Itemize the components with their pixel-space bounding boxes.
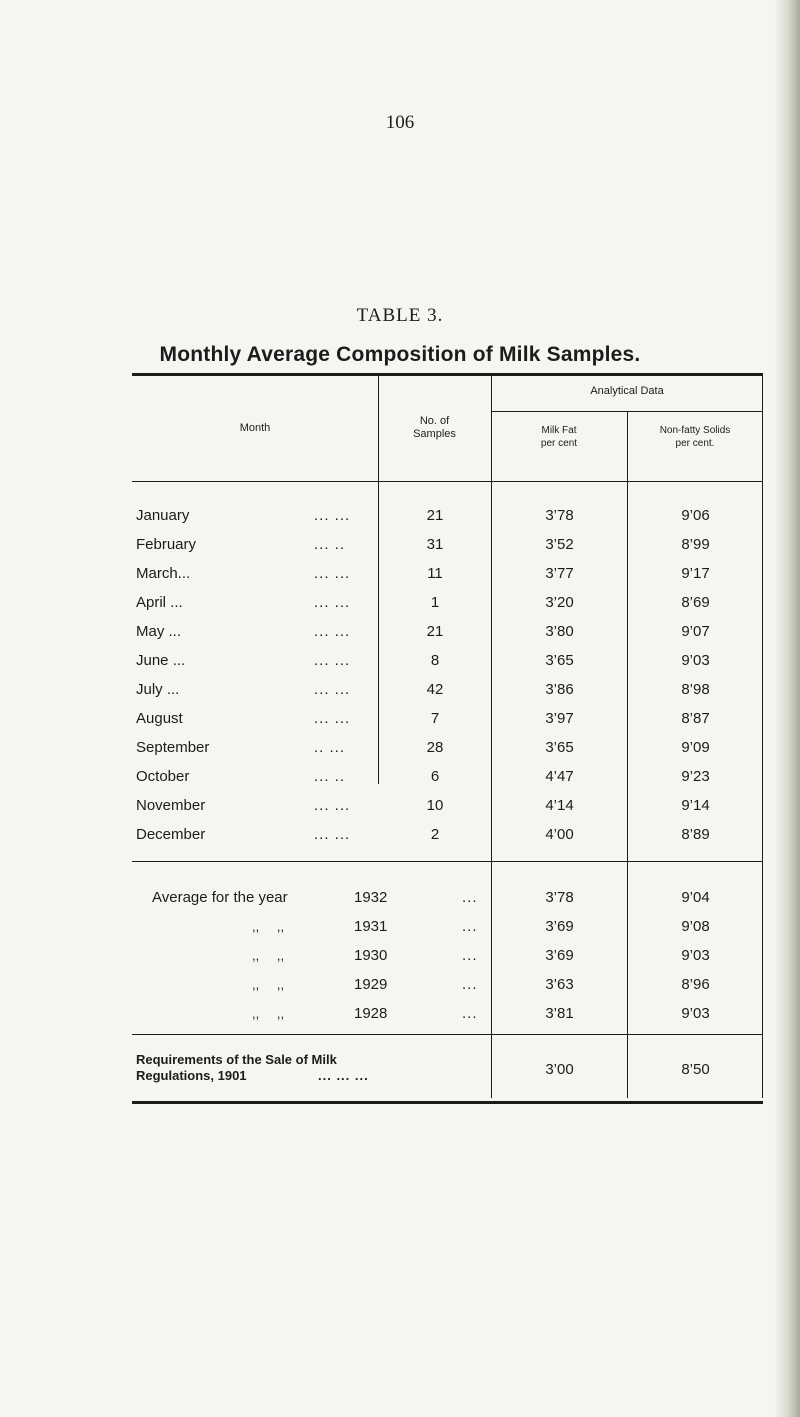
month-row	[132, 649, 763, 673]
requirements-label-line2: Regulations, 1901	[136, 1068, 247, 1083]
month-row	[132, 736, 763, 760]
page-edge-shadow	[774, 0, 800, 1417]
header-samples-line2: Samples	[413, 428, 456, 440]
ditto-marks: ,, ,,	[252, 977, 285, 992]
average-milk-fat: 3’81	[545, 1005, 574, 1022]
composition-table	[132, 373, 763, 1104]
average-milk-fat: 3’69	[545, 918, 574, 935]
table-label: TABLE 3.	[356, 305, 444, 326]
row-non-fatty-solids: 9’09	[681, 739, 710, 756]
ditto-marks: ,, ,,	[252, 919, 285, 934]
table-title: Monthly Average Composition of Milk Samples.	[159, 343, 641, 366]
requirements-non-fatty-solids: 8’50	[681, 1061, 710, 1078]
header-non-fatty-solids-line2: per cent.	[675, 438, 715, 449]
row-month: May ...	[136, 623, 182, 640]
row-milk-fat: 3’80	[545, 623, 574, 640]
row-leader-dots: ... ...	[314, 594, 351, 611]
row-non-fatty-solids: 8’87	[681, 710, 710, 727]
row-month: October	[136, 768, 190, 785]
row-leader-dots: ... ...	[314, 710, 351, 727]
month-row	[132, 533, 763, 557]
requirements-label-line1: Requirements of the Sale of Milk	[136, 1052, 337, 1067]
row-milk-fat: 3’65	[545, 739, 574, 756]
rule-under-months	[132, 861, 763, 862]
average-leader-dots: ...	[462, 918, 478, 935]
row-samples: 28	[426, 739, 444, 756]
month-row	[132, 620, 763, 644]
header-non-fatty-solids-line1: Non-fatty Solids	[659, 425, 731, 436]
header-month: Month	[239, 422, 271, 434]
average-year: 1932	[354, 889, 388, 906]
month-row	[132, 504, 763, 528]
row-milk-fat: 3’77	[545, 565, 574, 582]
average-milk-fat: 3’78	[545, 889, 574, 906]
month-row	[132, 591, 763, 615]
ditto-marks: ,, ,,	[252, 948, 285, 963]
average-non-fatty-solids: 9’04	[681, 889, 710, 906]
row-milk-fat: 3’20	[545, 594, 574, 611]
average-non-fatty-solids: 9’03	[681, 947, 710, 964]
row-samples: 31	[426, 536, 444, 553]
row-non-fatty-solids: 9’06	[681, 507, 710, 524]
average-non-fatty-solids: 9’03	[681, 1005, 710, 1022]
row-milk-fat: 3’65	[545, 652, 574, 669]
row-non-fatty-solids: 9’14	[681, 797, 710, 814]
row-leader-dots: ... ..	[314, 536, 346, 553]
row-samples: 7	[430, 710, 440, 727]
row-non-fatty-solids: 9’23	[681, 768, 710, 785]
average-year: 1931	[354, 918, 388, 935]
row-samples: 11	[427, 565, 443, 582]
row-non-fatty-solids: 9’03	[681, 652, 710, 669]
header-non-fatty-solids	[627, 424, 763, 450]
row-month: February	[136, 536, 197, 553]
average-leader-dots: ...	[462, 947, 478, 964]
row-samples: 10	[426, 797, 444, 814]
rule-under-averages	[132, 1034, 763, 1035]
average-milk-fat: 3’63	[545, 976, 574, 993]
average-milk-fat: 3’69	[545, 947, 574, 964]
row-leader-dots: ... ...	[314, 652, 351, 669]
month-row	[132, 823, 763, 847]
month-row	[132, 562, 763, 586]
row-month: April ...	[136, 594, 183, 611]
month-row	[132, 794, 763, 818]
row-milk-fat: 3’97	[545, 710, 574, 727]
average-year: 1928	[354, 1005, 388, 1022]
average-leader-dots: ...	[462, 976, 478, 993]
row-samples: 1	[430, 594, 440, 611]
average-leader-dots: ...	[462, 1005, 478, 1022]
rule-under-analytical	[491, 411, 763, 412]
row-leader-dots: ... ..	[314, 768, 346, 785]
row-non-fatty-solids: 9’17	[681, 565, 710, 582]
header-samples	[378, 415, 491, 441]
average-row	[132, 915, 763, 939]
row-milk-fat: 3’86	[545, 681, 574, 698]
row-month: July ...	[136, 681, 180, 698]
month-row	[132, 678, 763, 702]
row-non-fatty-solids: 8’89	[681, 826, 710, 843]
row-leader-dots: ... ...	[314, 565, 351, 582]
rule-under-header	[132, 481, 763, 482]
row-month: November	[136, 797, 206, 814]
header-analytical-data: Analytical Data	[590, 385, 664, 397]
row-leader-dots: ... ...	[314, 826, 351, 843]
row-samples: 21	[426, 507, 444, 524]
row-milk-fat: 4’00	[545, 826, 574, 843]
average-non-fatty-solids: 9’08	[681, 918, 710, 935]
row-month: September	[136, 739, 210, 756]
row-samples: 21	[426, 623, 444, 640]
header-milk-fat-line2: per cent	[540, 438, 578, 449]
month-row	[132, 707, 763, 731]
row-milk-fat: 3’52	[545, 536, 574, 553]
row-month: June ...	[136, 652, 186, 669]
row-milk-fat: 4’47	[545, 768, 574, 785]
row-samples: 8	[430, 652, 440, 669]
header-samples-line1: No. of	[419, 415, 450, 427]
header-milk-fat-line1: Milk Fat	[541, 425, 577, 436]
row-milk-fat: 4’14	[545, 797, 574, 814]
page-number: 106	[385, 112, 415, 133]
row-month: January	[136, 507, 190, 524]
row-non-fatty-solids: 9’07	[681, 623, 710, 640]
ditto-marks: ,, ,,	[252, 1006, 285, 1021]
average-row	[132, 1002, 763, 1026]
row-leader-dots: ... ...	[314, 797, 351, 814]
requirements-row	[132, 1050, 763, 1090]
row-leader-dots: .. ...	[314, 739, 346, 756]
row-non-fatty-solids: 8’98	[681, 681, 710, 698]
average-row	[132, 886, 763, 910]
row-leader-dots: ... ...	[314, 507, 351, 524]
row-month: December	[136, 826, 206, 843]
row-samples: 6	[430, 768, 440, 785]
requirements-milk-fat: 3’00	[545, 1061, 574, 1078]
average-row	[132, 973, 763, 997]
header-milk-fat	[491, 424, 627, 450]
average-year: 1929	[354, 976, 388, 993]
row-samples: 2	[430, 826, 440, 843]
row-milk-fat: 3’78	[545, 507, 574, 524]
average-leader-dots: ...	[462, 889, 478, 906]
row-leader-dots: ... ...	[314, 681, 351, 698]
average-label: Average for the year	[152, 889, 288, 906]
average-row	[132, 944, 763, 968]
row-non-fatty-solids: 8’99	[681, 536, 710, 553]
row-leader-dots: ... ...	[314, 623, 351, 640]
row-month: March...	[136, 565, 191, 582]
average-year: 1930	[354, 947, 388, 964]
row-non-fatty-solids: 8’69	[681, 594, 710, 611]
month-row	[132, 765, 763, 789]
row-month: August	[136, 710, 183, 727]
requirements-leader-dots: ... ... ...	[318, 1068, 369, 1083]
row-samples: 42	[426, 681, 444, 698]
average-non-fatty-solids: 8’96	[681, 976, 710, 993]
